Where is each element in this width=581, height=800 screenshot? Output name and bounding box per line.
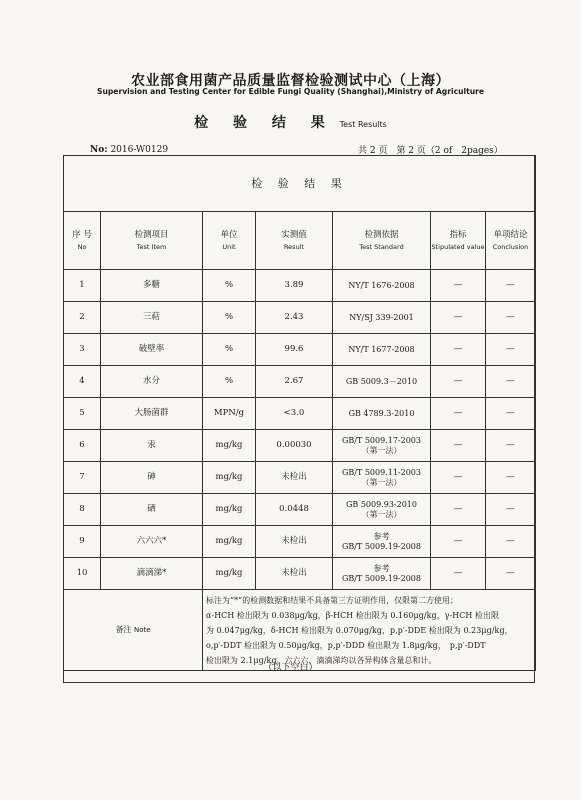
table-row bbox=[64, 558, 536, 590]
page-title-en: Test Results bbox=[339, 120, 387, 129]
row-item: 三萜 bbox=[101, 302, 203, 334]
row-no: 3 bbox=[64, 334, 101, 366]
row-unit: mg/kg bbox=[203, 494, 256, 526]
report-number-label: No: bbox=[90, 145, 108, 155]
note-line: o,p′-DDT 检出限为 0.50μg/kg，p,p′-DDD 检出限为 1.8μg/kg， p,p′-DDT bbox=[206, 640, 486, 650]
note-text bbox=[203, 590, 536, 671]
col-header-conclusion: 单项结论 Conclusion bbox=[486, 212, 536, 270]
row-no: 7 bbox=[64, 462, 101, 494]
row-conclusion: — bbox=[486, 366, 536, 398]
table-row bbox=[64, 366, 536, 398]
report-number bbox=[90, 145, 168, 155]
row-result: 2.67 bbox=[256, 366, 333, 398]
col-header-item: 检测项目 Test Item bbox=[101, 212, 203, 270]
row-item: 硒 bbox=[101, 494, 203, 526]
table-title: 检 验 结 果 bbox=[64, 156, 536, 212]
standard-line: GB/T 5009.19-2008 bbox=[342, 541, 421, 551]
row-result: 2.43 bbox=[256, 302, 333, 334]
standard-line: GB/T 5009.11-2003 bbox=[342, 467, 421, 477]
row-unit: % bbox=[203, 270, 256, 302]
row-standard bbox=[333, 430, 431, 462]
row-standard bbox=[333, 334, 431, 366]
note-line: 为 0.047μg/kg，δ-HCH 检出限为 0.070μg/kg，p,p′-DDE 检出限为 0.23μg/kg， bbox=[206, 625, 513, 635]
row-result: <3.0 bbox=[256, 398, 333, 430]
page-title bbox=[0, 112, 581, 132]
row-standard bbox=[333, 398, 431, 430]
row-standard bbox=[333, 526, 431, 558]
row-unit: mg/kg bbox=[203, 430, 256, 462]
row-item: 滴滴涕* bbox=[101, 558, 203, 590]
row-conclusion: — bbox=[486, 302, 536, 334]
row-standard bbox=[333, 558, 431, 590]
row-item: 大肠菌群 bbox=[101, 398, 203, 430]
note-line: α-HCH 检出限为 0.038μg/kg，β-HCH 检出限为 0.160μg/kg，γ-HCH 检出限 bbox=[206, 610, 499, 620]
row-item: 破壁率 bbox=[101, 334, 203, 366]
table-row bbox=[64, 462, 536, 494]
standard-line: （第一法） bbox=[361, 445, 402, 455]
row-unit: mg/kg bbox=[203, 462, 256, 494]
row-no: 8 bbox=[64, 494, 101, 526]
row-result: 0.00030 bbox=[256, 430, 333, 462]
row-standard bbox=[333, 494, 431, 526]
standard-line: NY/SJ 339-2001 bbox=[349, 312, 414, 322]
row-standard bbox=[333, 270, 431, 302]
row-result: 未检出 bbox=[256, 462, 333, 494]
standard-line: （第一法） bbox=[361, 509, 402, 519]
row-item: 六六六* bbox=[101, 526, 203, 558]
row-conclusion: — bbox=[486, 462, 536, 494]
row-standard bbox=[333, 302, 431, 334]
standard-line: 参考 bbox=[373, 531, 390, 541]
row-stipulated: — bbox=[431, 430, 486, 462]
row-no: 6 bbox=[64, 430, 101, 462]
col-header-standard: 检测依据 Test Standard bbox=[333, 212, 431, 270]
row-stipulated: — bbox=[431, 270, 486, 302]
row-stipulated: — bbox=[431, 462, 486, 494]
row-conclusion: — bbox=[486, 494, 536, 526]
standard-line: GB/T 5009.19-2008 bbox=[342, 573, 421, 583]
page-indicator: 共 2 页 第 2 页（2 of 2pages） bbox=[358, 146, 503, 156]
table-row bbox=[64, 302, 536, 334]
row-stipulated: — bbox=[431, 526, 486, 558]
row-item: 水分 bbox=[101, 366, 203, 398]
row-no: 5 bbox=[64, 398, 101, 430]
row-conclusion: — bbox=[486, 526, 536, 558]
row-conclusion: — bbox=[486, 270, 536, 302]
row-no: 4 bbox=[64, 366, 101, 398]
row-standard bbox=[333, 366, 431, 398]
standard-line: （第一法） bbox=[361, 477, 402, 487]
standard-line: NY/T 1676-2008 bbox=[348, 280, 415, 290]
table-row bbox=[64, 334, 536, 366]
report-number-value: 2016-W0129 bbox=[110, 145, 169, 155]
row-unit: MPN/g bbox=[203, 398, 256, 430]
table-header-row bbox=[64, 212, 536, 270]
org-name-en: Supervision and Testing Center for Edible Fungi Quality (Shanghai),Ministry of Agriculture bbox=[96, 87, 485, 96]
row-item: 多糖 bbox=[101, 270, 203, 302]
row-unit: mg/kg bbox=[203, 526, 256, 558]
row-stipulated: — bbox=[431, 366, 486, 398]
row-item: 汞 bbox=[101, 430, 203, 462]
row-stipulated: — bbox=[431, 398, 486, 430]
row-stipulated: — bbox=[431, 558, 486, 590]
row-conclusion: — bbox=[486, 398, 536, 430]
row-stipulated: — bbox=[431, 334, 486, 366]
row-result: 未检出 bbox=[256, 526, 333, 558]
row-stipulated: — bbox=[431, 494, 486, 526]
row-stipulated: — bbox=[431, 302, 486, 334]
page-title-cn: 检 验 结 果 bbox=[194, 115, 335, 131]
table-row bbox=[64, 398, 536, 430]
row-unit: % bbox=[203, 366, 256, 398]
standard-line: GB 5009.93-2010 bbox=[346, 499, 417, 509]
row-unit: % bbox=[203, 334, 256, 366]
note-line: 检出限为 2.1μg/kg。六六六、滴滴涕均以各异构体含量总和计。 bbox=[206, 655, 437, 665]
row-result: 99.6 bbox=[256, 334, 333, 366]
row-conclusion: — bbox=[486, 558, 536, 590]
col-header-stipulated: 指标 Stipulated value bbox=[431, 212, 486, 270]
row-standard bbox=[333, 462, 431, 494]
table-row bbox=[64, 494, 536, 526]
standard-line: GB 4789.3-2010 bbox=[348, 408, 415, 418]
col-header-result: 实测值 Result bbox=[256, 212, 333, 270]
row-no: 2 bbox=[64, 302, 101, 334]
row-unit: % bbox=[203, 302, 256, 334]
table-row bbox=[64, 430, 536, 462]
row-unit: mg/kg bbox=[203, 558, 256, 590]
note-label: 备注 Note bbox=[64, 590, 203, 671]
table-row bbox=[64, 270, 536, 302]
note-line: 标注为“*”的检测数据和结果不具备第三方证明作用，仅限第二方使用； bbox=[206, 595, 459, 605]
table-row bbox=[64, 526, 536, 558]
row-conclusion: — bbox=[486, 334, 536, 366]
standard-line: 参考 bbox=[373, 563, 390, 573]
standard-line: GB/T 5009.17-2003 bbox=[342, 435, 421, 445]
col-header-unit: 单位 Unit bbox=[203, 212, 256, 270]
row-no: 9 bbox=[64, 526, 101, 558]
standard-line: NY/T 1677-2008 bbox=[348, 344, 415, 354]
blank-below-marker: （以下空白） bbox=[263, 663, 318, 673]
col-header-no: 序 号 No bbox=[64, 212, 101, 270]
results-table bbox=[63, 155, 536, 671]
row-no: 1 bbox=[64, 270, 101, 302]
standard-line: GB 5009.3－2010 bbox=[345, 376, 418, 386]
org-name-cn: 农业部食用菌产品质量监督检验测试中心（上海） bbox=[131, 73, 450, 89]
row-result: 3.89 bbox=[256, 270, 333, 302]
row-conclusion: — bbox=[486, 430, 536, 462]
row-no: 10 bbox=[64, 558, 101, 590]
row-result: 0.0448 bbox=[256, 494, 333, 526]
row-item: 砷 bbox=[101, 462, 203, 494]
row-result: 未检出 bbox=[256, 558, 333, 590]
